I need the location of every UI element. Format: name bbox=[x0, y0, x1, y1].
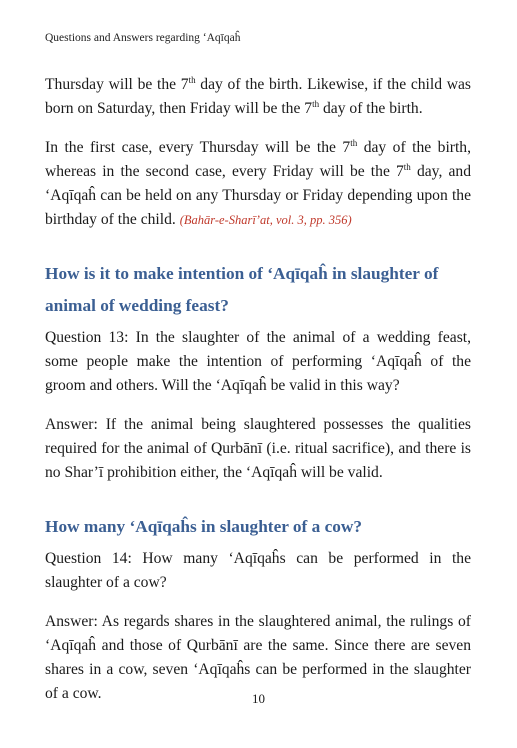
section-heading-wedding-feast: How is it to make intention of ‘Aqīqaĥ in slaughter of animal of wedding feast? bbox=[45, 264, 439, 315]
text-fragment: day, and ‘Aqīqaĥ can be held on any Thursday or Friday depending upon the birthday of the child. bbox=[45, 163, 471, 228]
question-14: Question 14: How many ‘Aqīqaĥs can be performed in the slaughter of a cow? bbox=[45, 550, 471, 591]
page-content bbox=[45, 30, 471, 706]
text-fragment: day of the birth. Likewise, if the child was born on Saturday, then Friday will be the 7 bbox=[45, 76, 471, 117]
paragraph-birth-day bbox=[45, 73, 471, 121]
text-fragment: day of the birth, whereas in the second case, every Friday will be the 7 bbox=[45, 139, 472, 180]
answer-14: Answer: As regards shares in the slaughtered animal, the rulings of ‘Aqīqaĥ and those of Qurbānī are the same. Since there are seven shares in a cow, seven ‘Aqīqaĥs can be performed in the slaughter of a cow. bbox=[45, 613, 471, 702]
citation-reference: (Bahār-e-Sharī’at, vol. 3, pp. 356) bbox=[179, 213, 352, 227]
text-fragment: Thursday will be the 7 bbox=[45, 76, 189, 93]
section-heading-cow: How many ‘Aqīqaĥs in slaughter of a cow? bbox=[45, 517, 363, 536]
text-fragment: day of the birth. bbox=[319, 100, 423, 117]
superscript: th bbox=[312, 99, 320, 109]
page-number: 10 bbox=[252, 691, 265, 706]
superscript: th bbox=[403, 162, 411, 172]
running-header: Questions and Answers regarding ‘Aqīqaĥ bbox=[45, 32, 241, 44]
paragraph-cases bbox=[45, 136, 471, 232]
text-fragment: In the first case, every Thursday will be the 7 bbox=[45, 139, 351, 156]
answer-13: Answer: If the animal being slaughtered possesses the qualities required for the animal of Qurbānī (i.e. ritual sacrifice), and there is no Shar’ī prohibition either, the ‘Aqīqaĥ will be valid. bbox=[45, 416, 471, 481]
question-13: Question 13: In the slaughter of the animal of a wedding feast, some people make the intention of performing ‘Aqīqaĥ of the groom and others. Will the ‘Aqīqaĥ be valid in this way? bbox=[45, 329, 471, 394]
superscript: th bbox=[350, 138, 358, 148]
superscript: th bbox=[188, 75, 196, 85]
